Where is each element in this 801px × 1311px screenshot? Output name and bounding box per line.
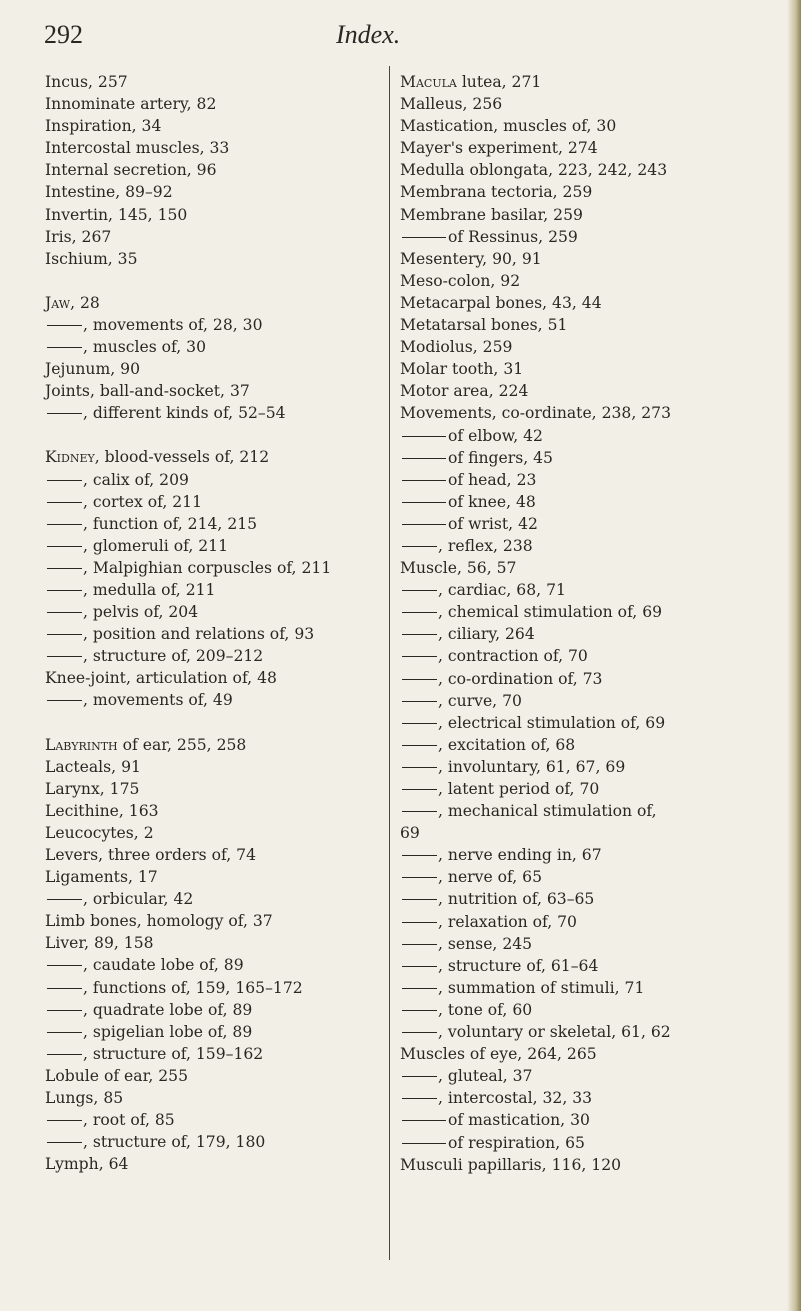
index-subentry: , co-ordination of, 73 [400,668,790,690]
section-gap [45,424,385,446]
index-subentry: , caudate lobe of, 89 [45,954,385,976]
index-column-right [400,71,790,1176]
index-entry: Intestine, 89–92 [45,183,173,202]
section-gap [45,712,385,734]
index-entry: Medulla oblongata, 223, 242, 243 [400,161,668,180]
index-subentry: , movements of, 28, 30 [45,314,385,336]
index-subentry: , pelvis of, 204 [45,601,385,623]
index-entry: Malleus, 256 [400,95,503,114]
index-subentry: , mechanical stimulation of, [400,800,790,822]
index-entry: Ligaments, 17 [45,868,158,887]
index-subentry: , glomeruli of, 211 [45,535,385,557]
index-entry: Levers, three orders of, 74 [45,846,256,864]
index-subentry: of Ressinus, 259 [400,226,790,248]
index-subentry: , orbicular, 42 [45,888,385,910]
index-entry: Liver, 89, 158 [45,934,154,953]
index-entry: Iris, 267 [45,227,112,246]
running-head: Index. [336,20,401,49]
index-subentry: , chemical stimulation of, 69 [400,601,790,623]
index-column-left [45,71,385,1175]
index-entry: Muscles of eye, 264, 265 [400,1045,597,1064]
index-subentry: of respiration, 65 [400,1132,790,1154]
index-subentry: , calix of, 209 [45,469,385,491]
index-subentry: , position and relations of, 93 [45,623,385,645]
index-entry: Inspiration, 34 [45,117,162,136]
index-entry: Mayer's experiment, 274 [400,139,598,158]
index-subentry: , latent period of, 70 [400,778,790,800]
index-entry: Lecithine, 163 [45,801,159,820]
index-subentry: , root of, 85 [45,1109,385,1131]
index-subentry: , movements of, 49 [45,689,385,711]
index-subentry: , voluntary or skeletal, 61, 62 [400,1021,790,1043]
index-entry: Invertin, 145, 150 [45,205,188,224]
index-entry: Meso-colon, 92 [400,271,521,290]
index-entry: Larynx, 175 [45,779,140,798]
index-entry: Lacteals, 91 [45,757,141,776]
section-initial-word: Kidney [45,448,95,467]
section-initial-word: Macula [400,73,457,91]
index-subentry: , excitation of, 68 [400,734,790,756]
index-subentry: of fingers, 45 [400,447,790,469]
index-subentry: , sense, 245 [400,933,790,955]
column-divider [389,66,390,1260]
index-entry: Intercostal muscles, 33 [45,139,230,158]
index-entry: Muscle, 56, 57 [400,559,517,578]
index-subentry: , cortex of, 211 [45,491,385,513]
index-subentry: , quadrate lobe of, 89 [45,999,385,1021]
index-subentry: , structure of, 61–64 [400,955,790,977]
index-subentry: , summation of stimuli, 71 [400,977,790,999]
index-entry: Metatarsal bones, 51 [400,316,568,335]
index-subentry: , function of, 214, 215 [45,513,385,535]
index-subentry: , tone of, 60 [400,999,790,1021]
index-subentry: , spigelian lobe of, 89 [45,1021,385,1043]
index-entry: Mastication, muscles of, 30 [400,117,617,136]
section-initial-word: Labyrinth [45,735,118,754]
index-entry: Jejunum, 90 [45,360,140,379]
index-subentry: , different kinds of, 52–54 [45,402,385,424]
index-subentry: , structure of, 209–212 [45,645,385,667]
index-entry: Ischium, 35 [45,249,138,268]
index-entry: Membrane basilar, 259 [400,205,583,224]
index-entry: Incus, 257 [45,73,128,91]
index-subentry: of elbow, 42 [400,425,790,447]
index-subentry: , intercostal, 32, 33 [400,1087,790,1109]
index-entry: Modiolus, 259 [400,338,513,357]
page-number: 292 [44,20,83,49]
index-subentry: , contraction of, 70 [400,645,790,667]
index-subentry: , nerve ending in, 67 [400,844,790,866]
index-entry: Motor area, 224 [400,382,529,401]
index-subentry: , gluteal, 37 [400,1065,790,1087]
index-entry: Mesentery, 90, 91 [400,249,542,268]
index-entry: Membrana tectoria, 259 [400,183,593,202]
index-subentry: , reflex, 238 [400,535,790,557]
index-entry: Leucocytes, 2 [45,823,154,842]
index-entry: Movements, co-ordinate, 238, 273 [400,404,672,423]
index-entry: Knee-joint, articulation of, 48 [45,669,277,688]
index-subentry: , nerve of, 65 [400,866,790,888]
index-entry: Macula lutea, 271 [400,73,542,91]
index-entry: Lungs, 85 [45,1089,124,1108]
index-subentry: , cardiac, 68, 71 [400,579,790,601]
index-entry: Innominate artery, 82 [45,95,217,114]
index-subentry: , structure of, 159–162 [45,1043,385,1065]
index-entry: Musculi papillaris, 116, 120 [400,1155,622,1174]
index-subentry: , relaxation of, 70 [400,911,790,933]
index-subentry: of head, 23 [400,469,790,491]
index-entry: Limb bones, homology of, 37 [45,912,273,931]
index-subentry: , ciliary, 264 [400,623,790,645]
index-entry: Internal secretion, 96 [45,161,217,180]
index-entry: Labyrinth of ear, 255, 258 [45,735,247,754]
index-subentry: , nutrition of, 63–65 [400,888,790,910]
index-entry: 69 [400,824,420,843]
index-subentry: of mastication, 30 [400,1109,790,1131]
index-subentry: , electrical stimulation of, 69 [400,712,790,734]
index-subentry: of wrist, 42 [400,513,790,535]
index-subentry: , involuntary, 61, 67, 69 [400,756,790,778]
index-entry: Lymph, 64 [45,1155,129,1174]
index-subentry: , structure of, 179, 180 [45,1131,385,1153]
index-entry: Molar tooth, 31 [400,360,524,379]
page-edge [787,0,801,1311]
index-subentry: , medulla of, 211 [45,579,385,601]
index-entry: Kidney, blood-vessels of, 212 [45,448,270,467]
index-subentry: , curve, 70 [400,690,790,712]
section-gap [45,270,385,292]
index-subentry: , Malpighian corpuscles of, 211 [45,557,385,579]
index-entry: Metacarpal bones, 43, 44 [400,293,602,312]
index-entry: Jaw, 28 [45,293,100,312]
index-subentry: , muscles of, 30 [45,336,385,358]
index-entry: Lobule of ear, 255 [45,1066,189,1085]
index-entry: Joints, ball-and-socket, 37 [45,382,250,401]
index-subentry: of knee, 48 [400,491,790,513]
section-initial-word: Jaw [45,293,71,312]
index-subentry: , functions of, 159, 165–172 [45,977,385,999]
